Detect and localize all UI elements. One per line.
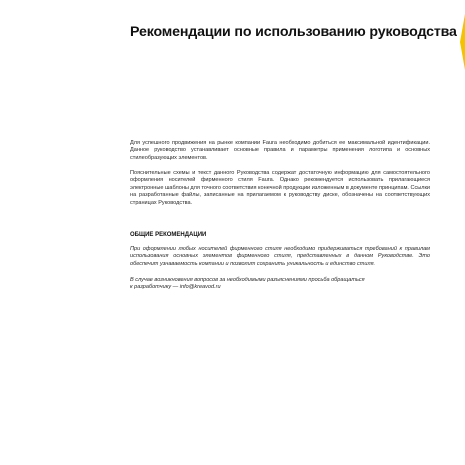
general-paragraph-rules: При оформлении любых носителей фирменного стиля необходимо придерживаться требований к правилам использования основных элементов фирменного стиля, представленных в данном Руководстве. Это обеспечит узнаваемость компании и позволит сохранить уникальность и единство стиля.: [130, 246, 430, 267]
contact-line-question: В случае возникновения вопросов за необходимыми разъяснениями просьба обращаться: [130, 277, 365, 283]
accent-shape: [458, 0, 465, 84]
intro-paragraph-identification: Для успешного продвижения на рынке компании Faura необходимо добиться ее максимальной идентификации. Данное руководство устанавливает основные правила и параметры применения логотипа и основных стилеобразующих элементов.: [130, 140, 430, 161]
general-recommendations-heading: ОБЩИЕ РЕКОМЕНДАЦИИ: [130, 232, 207, 238]
intro-paragraph-templates: Пояснительные схемы и текст данного Руководства содержат достаточную информацию для самостоятельного оформления носителей фирменного стиля Faura. Однако рекомендуется использовать прилагающиеся электронные шаблоны для точного соответствия конечной продукции изложенным в документе принципам. Ссылки на разработанные файлы, записанные на прилагаемом к руководству диске, обозначены на соответствующих страницах Руководства.: [130, 170, 430, 206]
accent-stripe: [458, 0, 465, 84]
general-paragraph-contact: [130, 277, 430, 292]
contact-line-developer: к разработчику — info@kreavod.ru: [130, 284, 221, 291]
page-title: Рекомендации по использованию руководства: [130, 24, 457, 40]
